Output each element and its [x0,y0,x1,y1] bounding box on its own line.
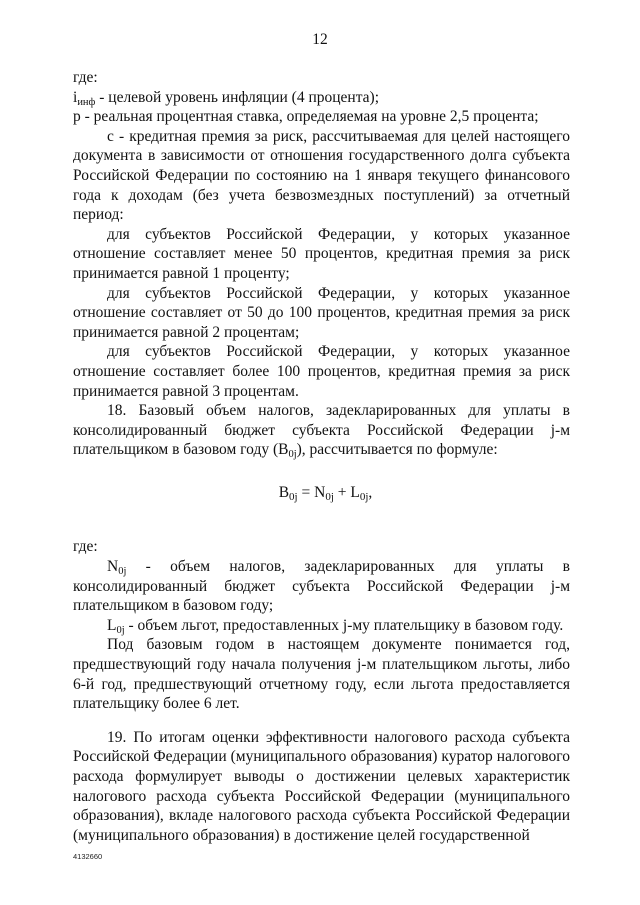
formula-l-sub: 0j [359,490,369,503]
n-definition [73,557,570,616]
i-subscript: инф [77,96,96,108]
formula-b-sub: 0j [289,490,298,503]
base-year-paragraph: Под базовым годом в настоящем документе понимается год, предшествующий году начала получения j-м плательщиком льготы, либо 6-й год, предшествующий отчетному году, если льгота предоставляется плательщику более 6 лет. [73,636,570,713]
formula-eq: = [297,483,315,501]
p-symbol: p [73,108,81,126]
l-definition [73,616,570,636]
page-number: 12 [312,31,328,48]
n-text: - объем налогов, задекларированных для уплаты в консолидированный бюджет субъекта Российской Федерации j-м плательщиком в базовом году; [73,558,570,615]
rate-definition [73,107,570,127]
formula-n: N [314,483,326,501]
document-body [73,68,570,845]
n-subscript: 0j [118,566,127,578]
formula [73,483,570,503]
formula-n-sub: 0j [325,490,334,503]
premium-case-3: для субъектов Российской Федерации, у которых указанное отношение составляет более 100 процентов, кредитная премия за риск принимается равной 3 процентам. [73,343,570,400]
n-symbol: N [107,558,119,576]
item-18-subscript: 0j [288,449,297,461]
i-symbol: i [73,88,78,106]
premium-case-2: для субъектов Российской Федерации, у которых указанное отношение составляет от 50 до 100 процентов, кредитная премия за риск принимается равной 2 процентам; [73,284,570,341]
inflation-definition [73,88,570,108]
where-label-2: где: [73,538,98,556]
formula-l: L [350,483,360,501]
item-18-text-b: ), рассчитывается по формуле: [296,441,498,459]
l-symbol: L [107,616,117,634]
credit-premium-definition: c - кредитная премия за риск, рассчитываемая для целей настоящего документа в зависимости от отношения государственного долга субъекта Российской Федерации по состоянию на 1 января текущего финансового года к доходам (без учета безвозмездных поступлений) за отчетный период: [73,127,570,224]
where-label-1: где: [73,69,98,86]
l-text: - объем льгот, предоставленных j-му плательщику в базовом году. [124,616,564,634]
item-18-text-a: 18. Базовый объем налогов, задекларированных для уплаты в консолидированный бюджет субъекта Российской Федерации j-м плательщиком в базовом году (B [73,402,570,459]
formula-plus: + [333,483,351,501]
formula-end: , [368,483,373,501]
i-text: - целевой уровень инфляции (4 процента); [95,88,380,106]
formula-b: B [278,483,290,501]
document-code: 4132660 [73,852,103,861]
item-18 [73,401,570,460]
l-subscript: 0j [116,624,125,636]
p-text: - реальная процентная ставка, определяемая на уровне 2,5 процента; [80,108,539,126]
premium-case-1: для субъектов Российской Федерации, у которых указанное отношение составляет менее 50 процентов, кредитная премия за риск принимается равной 1 проценту; [73,225,570,282]
item-19: 19. По итогам оценки эффективности налогового расхода субъекта Российской Федерации (муниципального образования) куратор налогового расхода формулирует выводы о достижении целевых характеристик налогового расхода субъекта Российской Федерации (муниципального образования), вкладе налогового расхода субъекта Российской Федерации (муниципального образования) в достижение целей государственной [73,728,570,844]
